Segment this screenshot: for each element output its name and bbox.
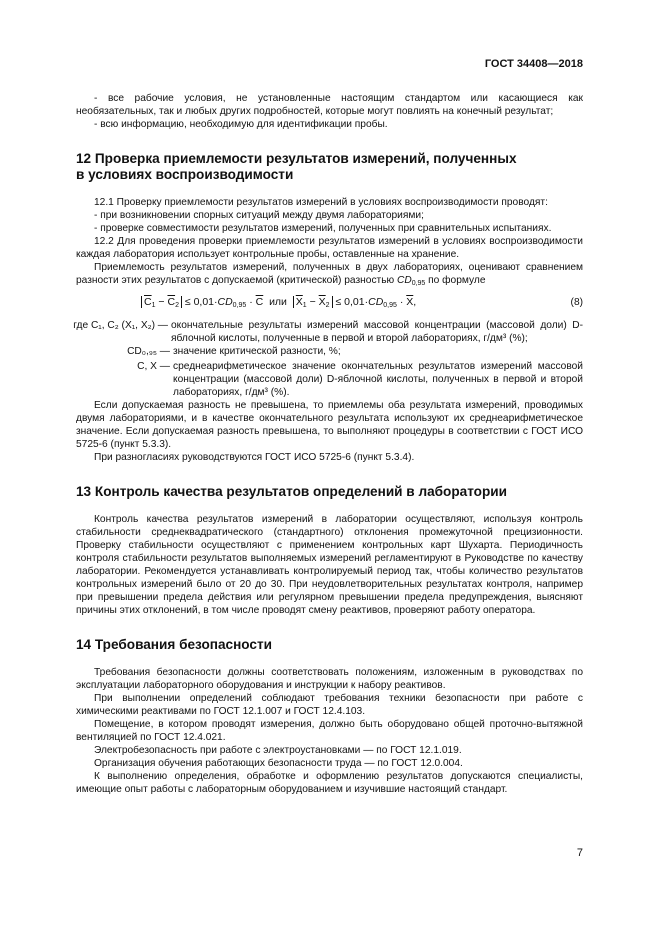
definition-mean	[76, 360, 583, 399]
formula-expression: $\overline{C}_1 - \overline{C}_2 \le 0,01\cdot CD_{0,95} \cdot \overline{C}$ или $\overline{X}_1 - \overline{X}_2 \le 0,01\cdot CD_{0,95} \cdot \overline{X}$,	[141, 296, 416, 309]
definition-desc-c1-c2: окончательные результаты измерений массовой концентрации (массовой доли) D-яблочной кислоты, полученные в первой и второй лабораториях, г/дм³ (%);	[171, 320, 583, 344]
section-12-acceptance-paragraph: Приемлемость результатов измерений, полученных в двух лабораториях, оценивают сравнением разности этих результатов с допускаемой (критической) разностью $CD_{0,95}$ по формуле	[76, 262, 583, 287]
intro-bullet-1: - все рабочие условия, не установленные настоящим стандартом или касающиеся как необязательных, так и любых других подробностей, которые могут повлиять на конечный результат;	[76, 93, 583, 117]
definition-desc-mean: среднеарифметическое значение окончательных результатов измерений массовой концентрации (массовой доли) D-яблочной кислоты, полученных в первой и второй лабораториях, г/дм³ (%).	[173, 361, 583, 398]
formula-8	[76, 292, 583, 316]
section-12-result-paragraph: Если допускаемая разность не превышена, то приемлемы оба результата измерений, проводимых двумя лабораториями, и в качестве окончательного результата используют их среднеарифметическое значение. Если допускаемая разность превышена, то выполняют процедуры в соответствии с ГОСТ ИСО 5725-6 (пункт 5.3.3).	[76, 400, 583, 450]
formula-number: (8)	[570, 297, 583, 308]
definition-term-c1-c2: где C₁, C₂ (X₁, X₂) —	[73, 320, 168, 331]
section-14-paragraph-6: К выполнению определения, обработке и оформлению результатов допускаются специалисты, имеющие опыт работы с лабораторным оборудованием и изучившие настоящий стандарт.	[76, 771, 583, 795]
section-12-disagreement-paragraph: При разногласиях руководствуются ГОСТ ИСО 5725-6 (пункт 5.3.4).	[94, 452, 415, 463]
section-14-paragraph-1: Требования безопасности должны соответствовать положениям, изложенным в руководствах по эксплуатации лабораторного оборудования и инструкции к набору реактивов.	[76, 667, 583, 691]
section-12-title-line-2: в условиях воспроизводимости	[76, 167, 294, 182]
section-14-paragraph-3: Помещение, в котором проводят измерения, должно быть оборудовано общей проточно-вытяжной вентиляцией по ГОСТ 12.4.021.	[76, 719, 583, 743]
definition-term-cd: CD₀,₉₅ —	[127, 346, 170, 357]
section-14-paragraph-2: При выполнении определений соблюдают требования техники безопасности при работе с химическими реактивами по ГОСТ 12.1.007 и ГОСТ 12.4.103.	[76, 693, 583, 717]
formula-definitions	[73, 319, 583, 399]
definition-term-mean: C, X —	[137, 361, 170, 372]
section-14-paragraph-5: Организация обучения работающих безопасности труда — по ГОСТ 12.0.004.	[94, 758, 463, 769]
section-12-2-paragraph: 12.2 Для проведения проверки приемлемости результатов измерений в условиях воспроизводимости каждая лаборатория использует контрольные пробы, оставленные на хранение.	[76, 236, 583, 260]
section-14-paragraph-4: Электробезопасность при работе с электроустановками — по ГОСТ 12.1.019.	[94, 745, 462, 756]
section-14-title: 14 Требования безопасности	[76, 637, 273, 652]
section-13-paragraph: Контроль качества результатов измерений в лаборатории осуществляют, используя контроль стабильности среднеквадратического (стандартного) отклонения промежуточной прецизионности. Проверку стабильности осуществляют с применением контрольных карт Шухарта. Периодичность контроля стабильности результатов выполняемых измерений регламентируют в Руководстве по качеству лаборатории. Рекомендуется устанавливать контролируемый период так, чтобы количество результатов контрольных измерений было от 20 до 30. При неудовлетворительных результатах контроля, например при превышении предела действия или регулярном превышении предела предупреждения, выясняют причины этих отклонений, в том числе проводят смену реактивов, проверяют работу оператора.	[76, 514, 583, 616]
section-13-title: 13 Контроль качества результатов определений в лаборатории	[76, 484, 508, 499]
section-12-heading	[76, 151, 583, 183]
document-code-header: ГОСТ 34408—2018	[484, 58, 583, 70]
section-12-title-line-1: 12 Проверка приемлемости результатов измерений, полученных	[76, 151, 517, 166]
definition-desc-cd: значение критической разности, %;	[173, 346, 341, 357]
section-12-1-bullet-2: - проверке совместимости результатов измерений, полученных при сравнительных испытаниях.	[94, 223, 552, 234]
page-content	[73, 92, 583, 796]
page-number: 7	[576, 847, 583, 859]
definition-cd	[76, 345, 583, 358]
section-12-1-bullet-1: - при возникновении спорных ситуаций между двумя лабораториями;	[94, 210, 424, 221]
definition-c1-c2	[0, 319, 583, 345]
section-12-1-paragraph: 12.1 Проверку приемлемости результатов измерений в условиях воспроизводимости проводят:	[94, 197, 548, 208]
intro-bullet-2: - всю информацию, необходимую для идентификации пробы.	[94, 119, 388, 130]
